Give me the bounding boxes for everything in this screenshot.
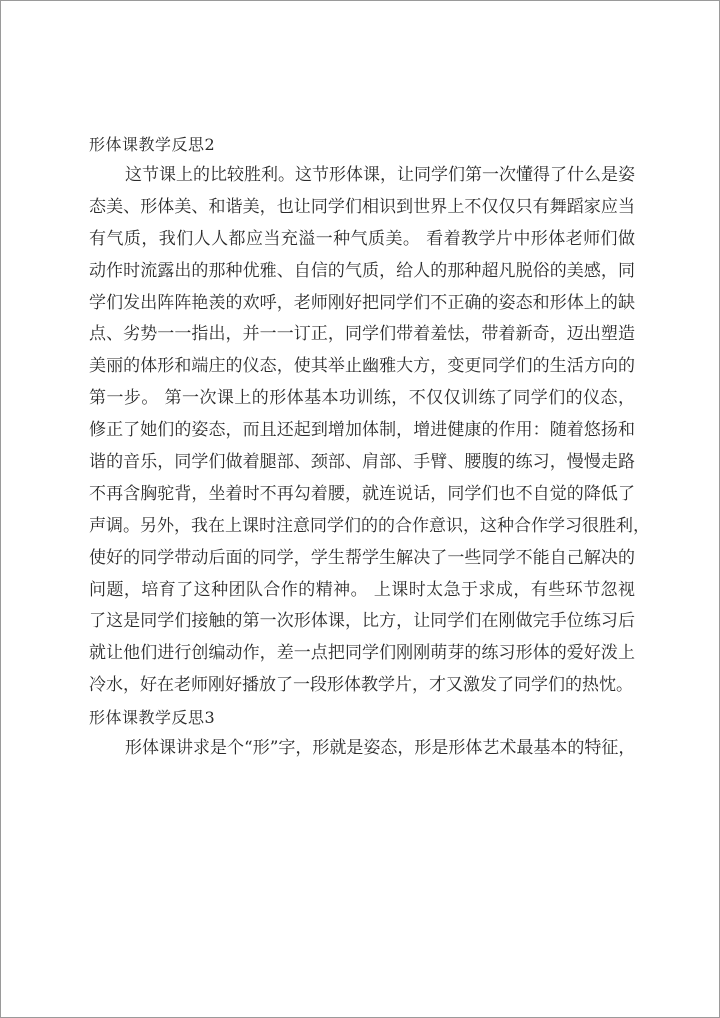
text-line: 第一步。 第一次课上的形体基本功训练，不仅仅训练了同学们的仪态， xyxy=(89,388,635,409)
text-line: 修正了她们的姿态，而且还起到增加体制，增进健康的作用：随着悠扬和 xyxy=(89,420,635,441)
section-3-title: 形体课教学反思3 xyxy=(89,708,216,728)
text-line: 这节课上的比较胜利。这节形体课，让同学们第一次懂得了什么是姿 xyxy=(125,165,635,185)
text-line: 问题，培育了这种团队合作的精神。 上课时太急于求成，有些环节忽视 xyxy=(89,579,635,600)
text-line: 不再含胸驼背，坐着时不再勾着腰，就连说话，同学们也不自觉的降低了 xyxy=(89,483,635,504)
text-line: 美丽的体形和端庄的仪态，使其举止幽雅大方，变更同学们的生活方向的 xyxy=(89,356,635,377)
section-3-paragraph xyxy=(89,733,635,765)
text-line: 谐的音乐，同学们做着腿部、颈部、肩部、手臂、腰腹的练习，慢慢走路 xyxy=(89,452,635,473)
text-line: 就让他们进行创编动作，差一点把同学们刚刚萌芽的练习形体的爱好泼上 xyxy=(89,643,635,664)
text-line: 点、劣势一一指出，并一一订正，同学们带着羞怯，带着新奇，迈出塑造 xyxy=(89,324,635,345)
text-line: 冷水，好在老师刚好播放了一段形体教学片，才又激发了同学们的热忱。 xyxy=(89,675,633,696)
text-line: 使好的同学带动后面的同学，学生帮学生解决了一些同学不能自己解决的 xyxy=(89,547,635,568)
text-line: 学们发出阵阵艳羡的欢呼，老师刚好把同学们不正确的姿态和形体上的缺 xyxy=(89,292,635,313)
text-line: 态美、形体美、和谐美，也让同学们相识到世界上不仅仅只有舞蹈家应当 xyxy=(89,196,635,217)
section-2-title: 形体课教学反思2 xyxy=(89,135,216,154)
text-line: 形体课讲求是个“形”字，形就是姿态，形是形体艺术最基本的特征， xyxy=(125,738,636,759)
text-line: 动作时流露出的那种优雅、自信的气质，给人的那种超凡脱俗的美感，同 xyxy=(89,260,635,281)
section-2-paragraph xyxy=(89,160,650,702)
document-body xyxy=(89,129,650,765)
text-line: 声调。另外，我在上课时注意同学们的的合作意识，这种合作学习很胜利， xyxy=(89,515,650,536)
text-line: 了这是同学们接触的第一次形体课，比方，让同学们在刚做完手位练习后 xyxy=(89,611,635,632)
text-line: 有气质，我们人人都应当充溢一种气质美。 看着教学片中形体老师们做 xyxy=(89,228,635,249)
